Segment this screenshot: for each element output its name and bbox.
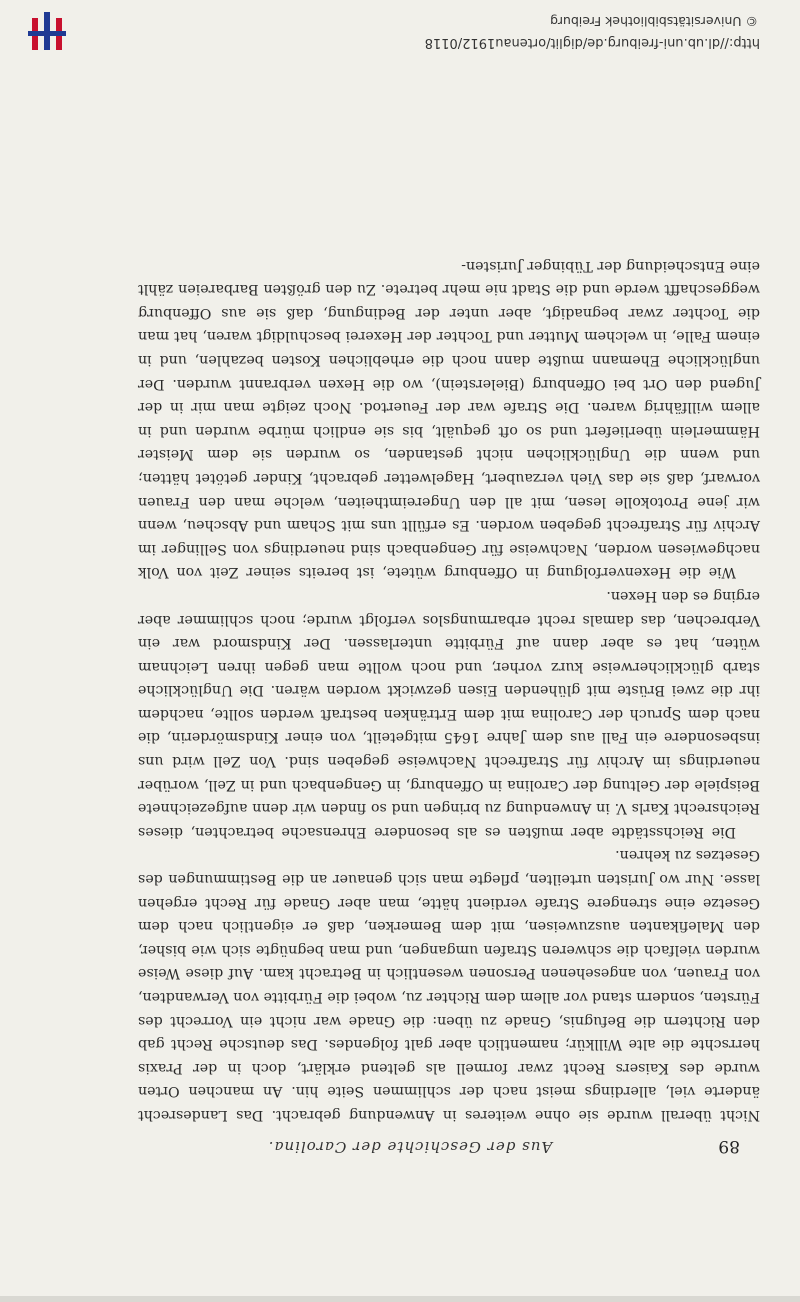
source-url[interactable]: http://dl.ub.uni-freiburg.de/diglit/ortenau1912/0118 — [424, 35, 760, 50]
paragraph-1: Nicht überall wurde sie ohne weiteres in Anwendung gebracht. Das Landesrecht änderte viel, allerdings meist nach der schlimmen Seite hin. An manchen Orten wurde des Kaisers Recht zwar formell als geltend erklärt, doch in der Praxis herrschte die alte Willkür; namentlich aber galt folgendes. Das deutsche Recht gab den Richtern die Befugnis, Gnade zu üben: die Gnade war nicht ein Vorrecht des Fürsten, sondern stand vor allem dem Richter zu, wobei die Fürbitte von Verwandten, von Frauen, von angesehenen Personen wesentlich in Betracht kam. Auf diese Weise wurden vielfach die schweren Strafen umgangen, und man begnügte sich wie bisher, den Malefikanten auszuweisen, mit dem Bemerken, daß er eigentlich nach dem Gesetze eine strengere Strafe verdient hätte, man aber Gnade für Recht ergehen lasse. Nur wo Juristen urteilten, pflegte man sich genauer an die Bestimmungen des Gesetzes zu kehren. — [138, 847, 760, 1123]
page-title: Aus der Geschichte der Carolina. — [267, 1138, 553, 1156]
copyright-notice: © Universitätsbibliothek Freiburg — [550, 14, 758, 29]
page-number: 89 — [718, 1136, 740, 1156]
bottom-strip — [0, 1296, 800, 1302]
running-head — [140, 1132, 740, 1156]
library-footer — [0, 0, 800, 60]
body-text — [138, 253, 760, 1126]
paragraph-2: Die Reichsstädte aber mußten es als besondere Ehrensache betrachten, dieses Reichsrecht Karls V. in Anwendung zu bringen und so finden wir denn aufgezeichnete Beispiele der Geltung der Carolina in Offenburg, in Gengenbach und in Zell, worüber neuerdings im Archiv für Strafrecht Nachweise gegeben sind. Von Zell wird uns insbesondere ein Fall aus dem Jahre 1645 mitgeteilt, von einer Kindsmörderin, die nach dem Spruch der Carolina mit dem Ertränken bestraft werden sollte, nachdem ihr die zwei Brüste mit glühenden Eisen gezwickt worden wären. Die Unglückliche starb glücklicherweise kurz vorher, und noch wollte man gegen ihren Leichnam wüten, hat es aber dann auf Fürbitte unterlassen. Der Kindsmord war ein Verbrechen, das damals recht erbarmungslos verfolgt wurde; noch schlimmer aber erging es den Hexen. — [138, 587, 760, 840]
university-library-logo-icon — [24, 8, 70, 54]
logo-blue-crossbar — [28, 31, 66, 36]
paragraph-3: Wie die Hexenverfolgung in Offenburg wütete, ist bereits seiner Zeit von Volk nachgewiesen worden, Nachweise für Gengenbach sind neuerdings von Sellinger im Archiv für Strafrecht gegeben worden. Es erfüllt uns mit Scham und Abscheu, wenn wir jene Protokolle lesen, mit all den Ungereimtheiten, welche man den Frauen vorwarf, daß sie das Vieh verzaubert, Hagelwetter gebracht, Kinder getötet hätten; und wenn die Unglücklichen nicht gestanden, so wurden sie dem Meister Hämmerlein überliefert und so oft gequält, bis sie endlich mürbe wurden und in allem willfährig waren. Die Strafe war der Feuertod. Noch zeigte man mir in der Jugend den Ort bei Offenburg (Bielerstein), wo die Hexen verbrannt wurden. Der unglückliche Ehemann mußte dann noch die erheblichen Kosten bezahlen, und in einem Falle, in welchem Mutter und Tochter der Hexerei beschuldigt waren, hat man die Tochter zwar begnadigt, aber unter der Bedingung, daß sie aus Offenburg weggeschafft werde und die Stadt nie mehr betrete. Zu den größten Barbareien zählt eine Entscheidung der Tübinger Juristen- — [138, 257, 760, 581]
